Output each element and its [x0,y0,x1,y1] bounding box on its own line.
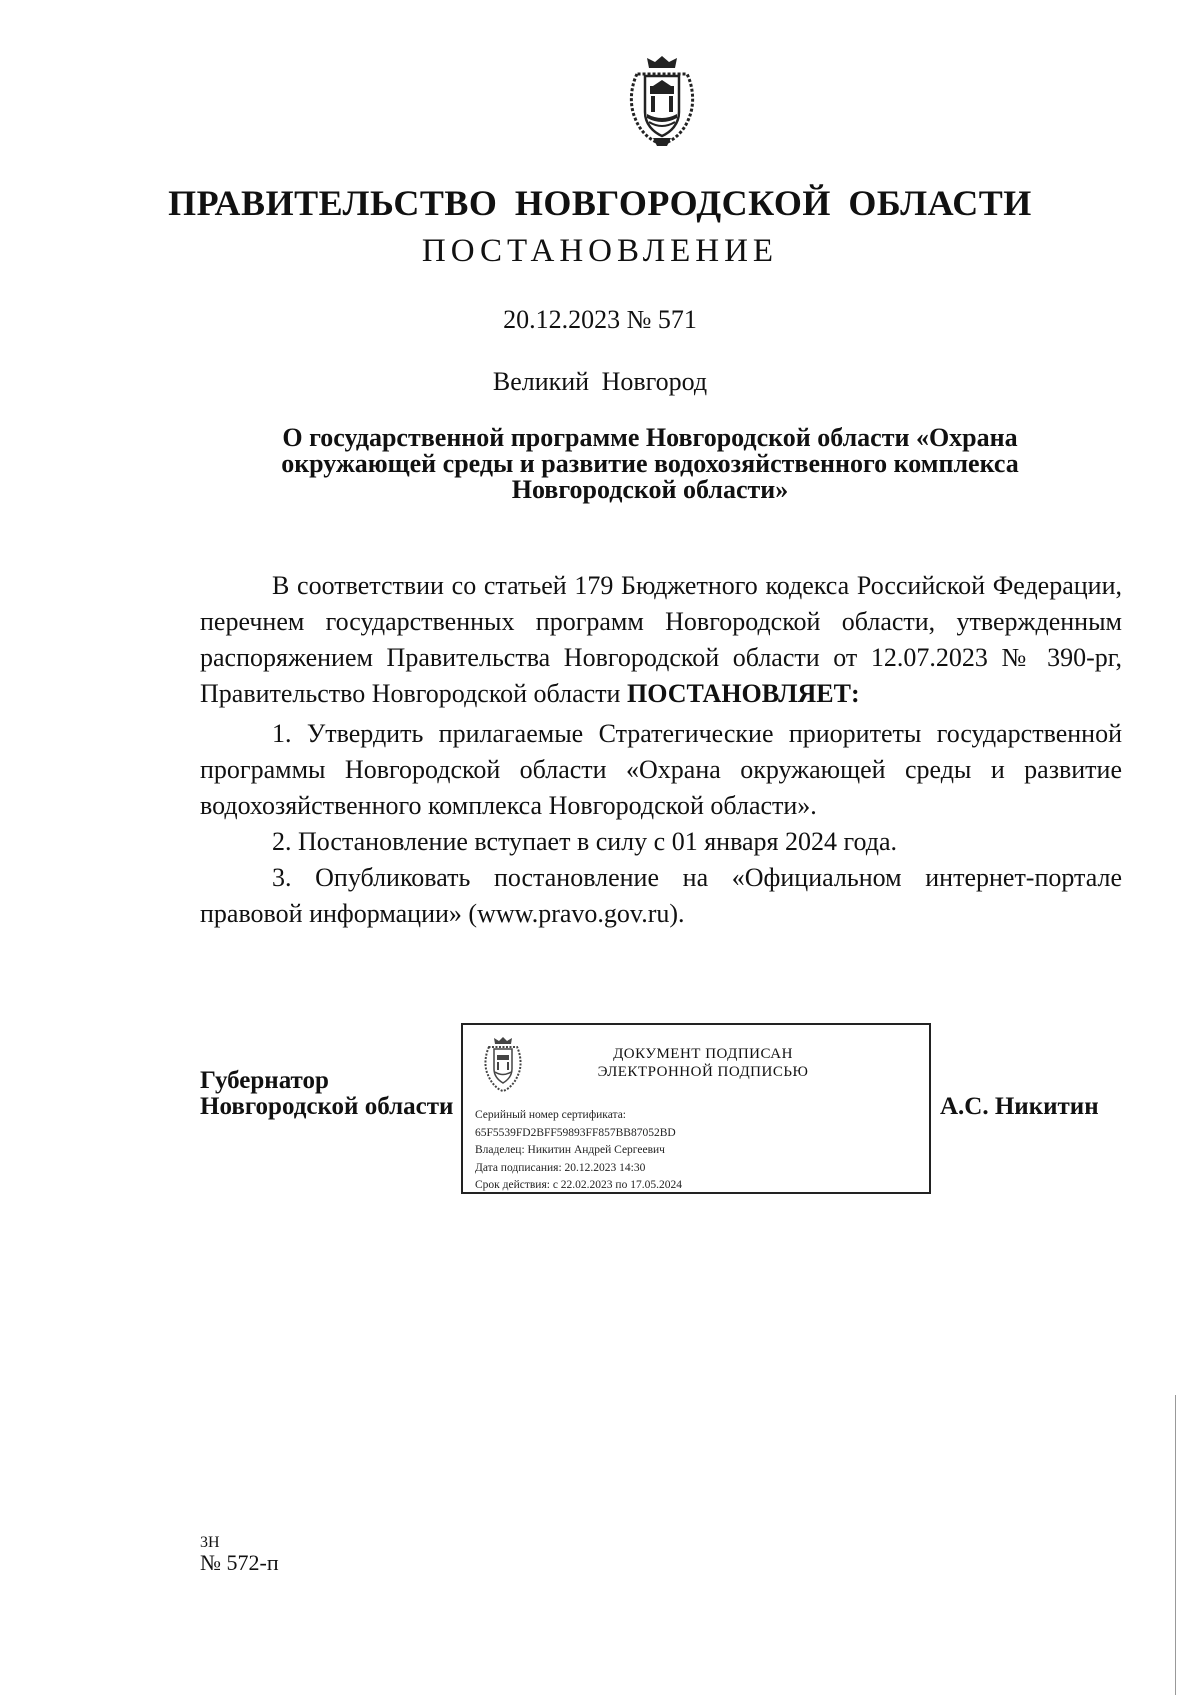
document-date-number: 20.12.2023 № 571 [503,305,697,334]
organization-name: ПРАВИТЕЛЬСТВО НОВГОРОДСКОЙ ОБЛАСТИ [168,183,1032,223]
stamp-signed-date: Дата подписания: 20.12.2023 14:30 [475,1161,646,1174]
decree-item-1: 1. Утвердить прилагаемые Стратегические приоритеты государственной программы Новгородской области «Охрана окружающей среды и развитие водохозяйственного комплекса Новгородской области». [200,719,1122,820]
stamp-heading-line-2: ЭЛЕКТРОННОЙ ПОДПИСЬЮ [597,1064,809,1080]
document-body [200,568,1122,932]
registration-marker: 3Н [200,1534,220,1551]
stamp-cert-number: 65F5539FD2BFF59893FF857BB87052BD [475,1126,676,1139]
stamp-emblem-icon [481,1035,525,1093]
signatory-position [200,1068,453,1120]
signer-name: А.С. Никитин [940,1093,1099,1120]
stamp-heading [553,1045,853,1081]
decree-word: ПОСТАНОВЛЯЕТ: [626,679,860,708]
document-title: О государственной программе Новгородской области «Охрана окружающей среды и развитие водохозяйственного комплекса Новгородской области» [281,423,1019,504]
document-place: Великий Новгород [492,367,708,396]
signatory-position-line-2: Новгородской области [200,1093,454,1120]
decree-item-3: 3. Опубликовать постановление на «Официальном интернет-портале правовой информации» (www.pravo.gov.ru). [200,863,1122,928]
stamp-owner: Владелец: Никитин Андрей Сергеевич [475,1144,665,1156]
registration-number [200,1533,279,1573]
preamble-paragraph [200,568,1122,712]
preamble-text: В соответствии со статьей 179 Бюджетного кодекса Российской Федерации, перечнем государственных программ Новгородской области, утвержденным распоряжением Правительства Новгородской области от 12.07.2023 № 390-рг, Правительство Новгородской области [200,571,1122,708]
decree-item-2: 2. Постановление вступает в силу с 01 января 2024 года. [272,827,898,856]
signatory-position-line-1: Губернатор [200,1067,329,1094]
stamp-cert-label: Серийный номер сертификата: [475,1109,626,1121]
stamp-details [475,1107,682,1195]
coat-of-arms-emblem [623,52,701,148]
scan-edge-divider [1175,1395,1176,1695]
stamp-heading-line-1: ДОКУМЕНТ ПОДПИСАН [613,1046,793,1062]
registration-number-text: № 572-п [200,1550,279,1575]
stamp-validity: Срок действия: с 22.02.2023 по 17.05.2024 [475,1179,682,1191]
electronic-signature-stamp [461,1023,931,1194]
document-type: ПОСТАНОВЛЕНИЕ [421,233,779,269]
